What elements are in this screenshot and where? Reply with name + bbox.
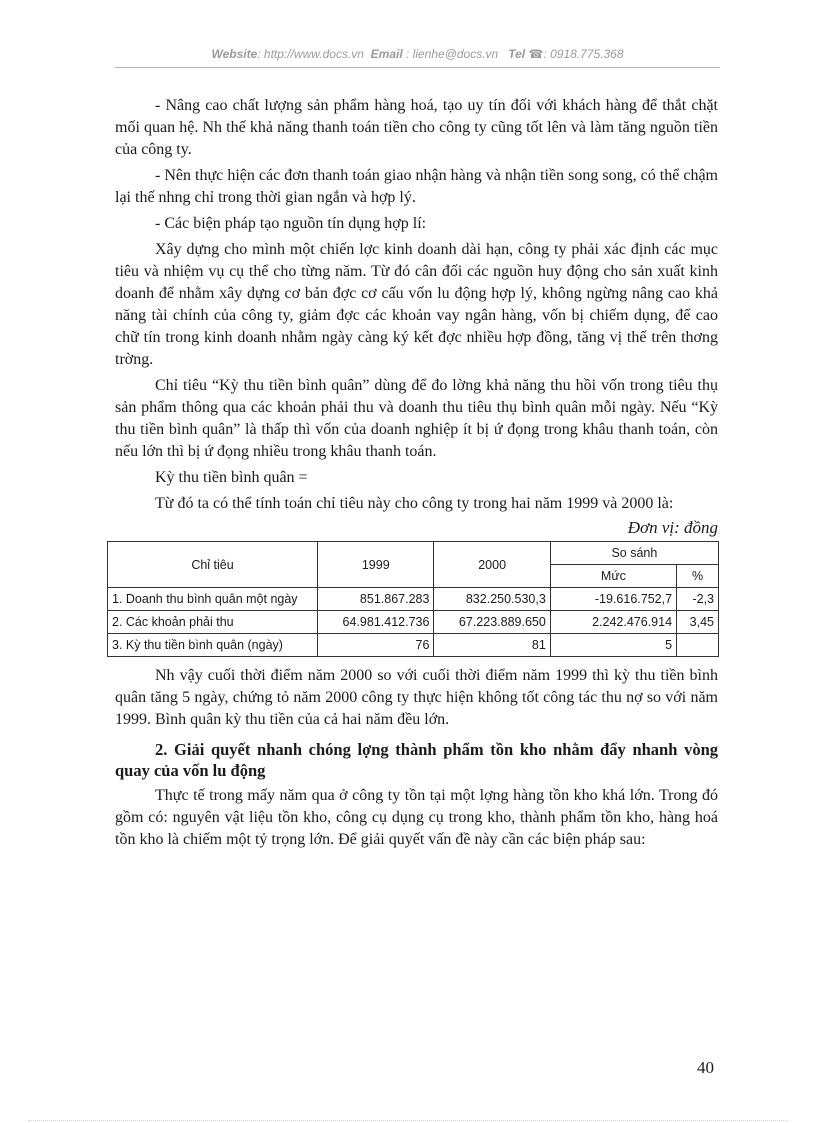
row-value-2000: 81: [434, 634, 550, 657]
row-label: 1. Doanh thu bình quân một ngày: [108, 588, 318, 611]
row-value-2000: 67.223.889.650: [434, 611, 550, 634]
paragraph-credit-measures: - Các biện pháp tạo nguồn tín dụng hợp lí:: [155, 215, 427, 232]
website-label: Website: [211, 47, 258, 61]
row-value-1999: 851.867.283: [318, 588, 434, 611]
row-value-2000: 832.250.530,3: [434, 588, 550, 611]
header-2000: 2000: [434, 542, 550, 588]
header-indicator: Chỉ tiêu: [108, 542, 318, 588]
row-level: 2.242.476.914: [550, 611, 676, 634]
email-value: : lienhe@docs.vn: [406, 47, 499, 61]
paragraph-conclusion: Nh vậy cuối thời điểm năm 2000 so với cuối thời điểm năm 1999 thì kỳ thu tiền bình quân tăng 5 ngày, chứng tỏ năm 2000 công ty thực hiện không tốt công tác thu nợ so với năm 1999. Bình quân kỳ thu tiền của cả hai năm đều lớn.: [115, 667, 718, 728]
header-1999: 1999: [318, 542, 434, 588]
row-label: 2. Các khoản phải thu: [108, 611, 318, 634]
email-label: Email: [370, 47, 403, 61]
website-value: : http://www.docs.vn: [257, 47, 364, 61]
table-row: [108, 634, 719, 657]
row-value-1999: 76: [318, 634, 434, 657]
paragraph-formula: Kỳ thu tiền bình quân =: [155, 469, 308, 486]
table-header-row: [108, 542, 719, 565]
row-level: -19.616.752,7: [550, 588, 676, 611]
row-label: 3. Kỳ thu tiền bình quân (ngày): [108, 634, 318, 657]
paragraph-inventory: Thực tế trong mấy năm qua ở công ty tồn tại một lợng hàng tồn kho khá lớn. Trong đó gồm có: nguyên vật liệu tồn kho, công cụ dụng cụ trong kho, thành phẩm tồn kho, hàng hoá tồn kho là chiếm một tỷ trọng lớn. Để giải quyết vấn đề này cần các biện pháp sau:: [115, 787, 718, 848]
paragraph-payment: - Nên thực hiện các đơn thanh toán giao nhận hàng và nhận tiền song song, có thể chậm lại thế nhng chỉ trong thời gian ngắn và hợp lý.: [115, 167, 718, 206]
collection-period-table: [107, 541, 719, 657]
row-level: 5: [550, 634, 676, 657]
footer-divider: [28, 1120, 788, 1121]
header-level: Mức: [550, 565, 676, 588]
table-row: [108, 611, 719, 634]
row-percent: [677, 634, 719, 657]
document-body: [112, 95, 718, 853]
unit-note: Đơn vị: đồng: [627, 518, 718, 537]
row-percent: 3,45: [677, 611, 719, 634]
table-row: [108, 588, 719, 611]
row-percent: -2,3: [677, 588, 719, 611]
header-divider: [115, 67, 720, 68]
row-value-1999: 64.981.412.736: [318, 611, 434, 634]
page-number: 40: [697, 1058, 714, 1077]
page-header: [115, 47, 720, 61]
paragraph-calculation-intro: Từ đó ta có thể tính toán chỉ tiêu này cho công ty trong hai năm 1999 và 2000 là:: [155, 495, 674, 512]
paragraph-quality: - Nâng cao chất lượng sản phẩm hàng hoá, tạo uy tín đối với khách hàng để thắt chặt mối quan hệ. Nh thế khả năng thanh toán tiền cho công ty cũng tốt lên và làm tăng nguồn tiền của công ty.: [115, 97, 718, 158]
tel-label: Tel: [508, 47, 526, 61]
tel-value: ☎: 0918.775.368: [528, 47, 624, 61]
header-compare: So sánh: [550, 542, 718, 565]
paragraph-collection-indicator: Chỉ tiêu “Kỳ thu tiền bình quân” dùng để đo lờng khả năng thu hồi vốn trong tiêu thụ sản phẩm thông qua các khoản phải thu và doanh thu tiêu thụ bình quân mỗi ngày. Nếu “Kỳ thu tiền bình quân” là thấp thì vốn của doanh nghiệp ít bị ứ đọng trong khâu thanh toán, còn nếu lớn thì bị ứ đọng nhiều trong khâu thanh toán.: [115, 377, 718, 460]
section-heading: 2. Giải quyết nhanh chóng lợng thành phẩm tồn kho nhằm đẩy nhanh vòng quay của vốn lu động: [115, 740, 718, 780]
paragraph-strategy: Xây dựng cho mình một chiến lợc kinh doanh dài hạn, công ty phải xác định các mục tiêu và nhiệm vụ cụ thể cho từng năm. Từ đó cân đối các nguồn huy động cho sản xuất kinh doanh để nhằm xây dựng cơ bản đợc cơ cấu vốn lu động hợp lý, không ngừng nâng cao khả năng tài chính của công ty, giảm đợc các khoản vay ngân hàng, vốn bị chiếm dụng, để cao chữ tín trong kinh doanh nhằm ngày càng ký kết đợc nhiều hợp đồng, tăng vị thế trên thơng trờng.: [115, 241, 718, 368]
header-percent: %: [677, 565, 719, 588]
